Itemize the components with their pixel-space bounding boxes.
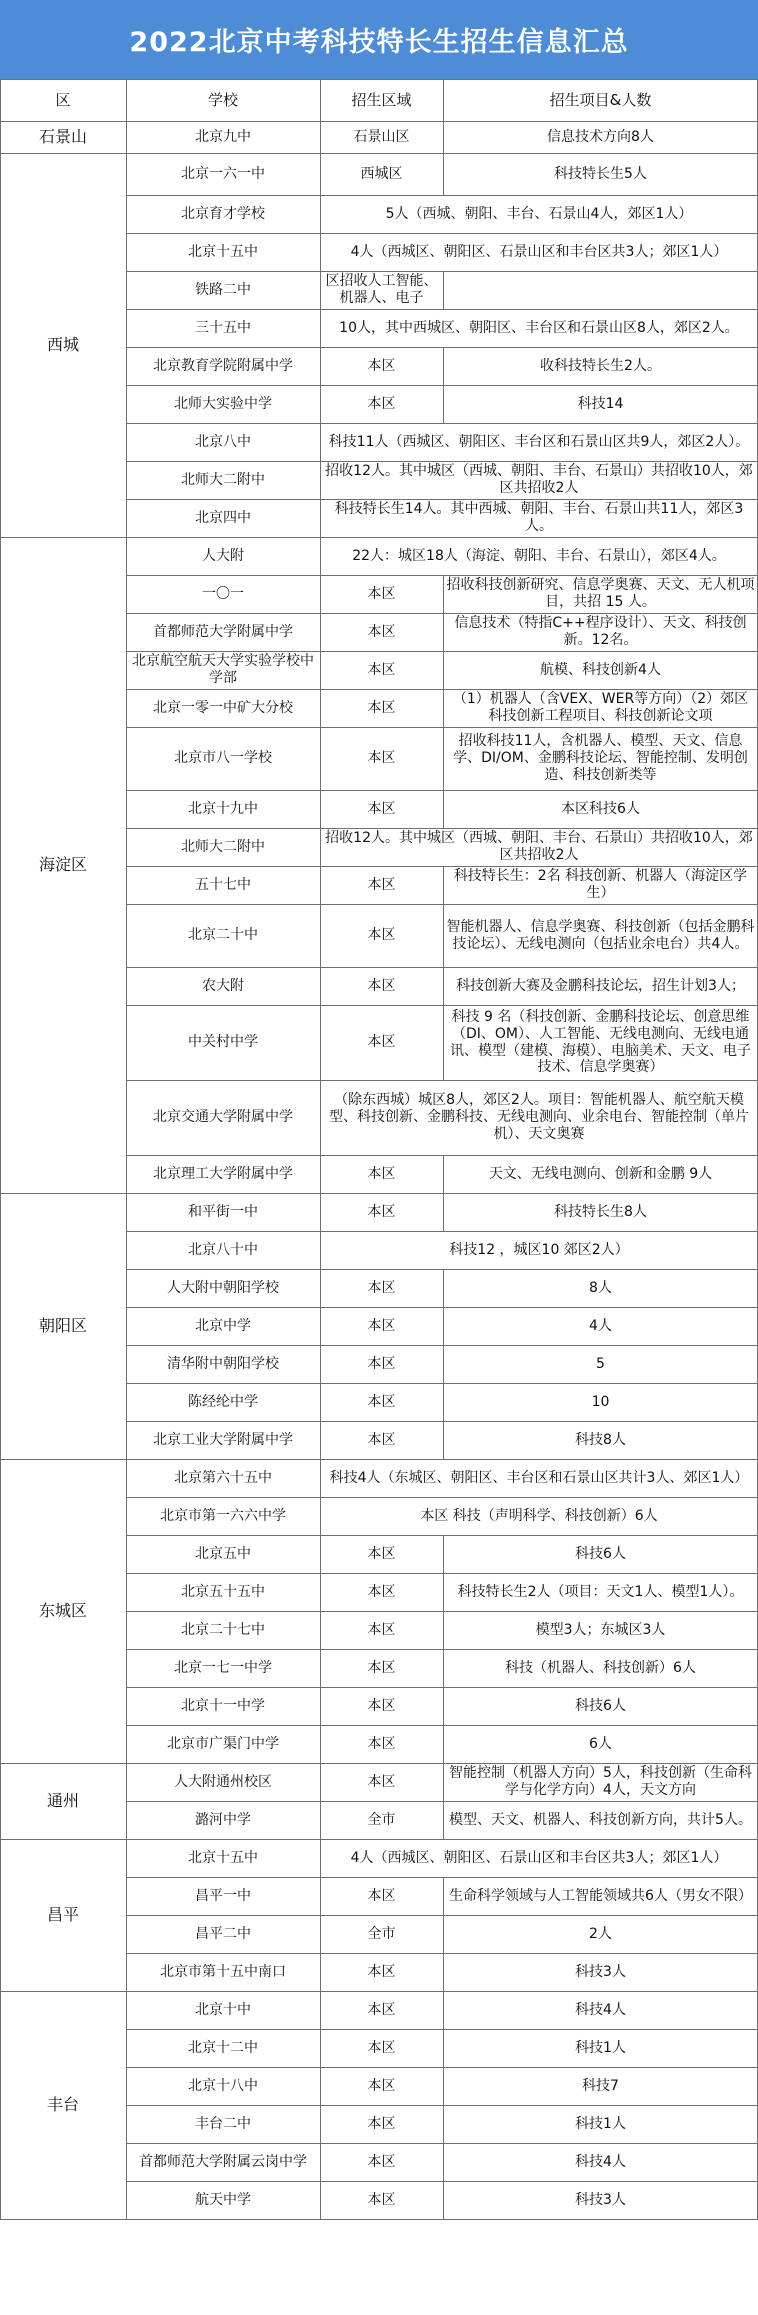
header-area: 招生区域 [351,91,412,109]
admission-area: 本区 [367,395,396,412]
admission-area: 本区 [367,1431,396,1448]
grid-line [126,537,127,1193]
admission-area: 本区 [367,2115,396,2132]
school-name: 北京五中 [195,1545,251,1562]
admission-project: 科技6人 [575,1545,626,1562]
school-name: 北京第六十五中 [174,1469,272,1486]
admission-area: 全市 [367,1811,396,1828]
school-name: 首都师范大学附属中学 [153,623,293,640]
school-name: 北京十九中 [188,800,258,817]
admission-area: 本区 [367,1203,396,1220]
district-chaoyang: 朝阳区 [38,1316,87,1336]
district-tongzhou: 通州 [46,1791,79,1811]
school-name: 北京市第一六六中学 [160,1507,286,1524]
admission-area: 本区 [367,1621,396,1638]
admission-area: 西城区 [360,165,403,182]
school-name: 北师大实验中学 [174,395,272,412]
admission-area: 本区 [367,800,396,817]
admission-area: 本区 [367,585,396,602]
district-shijingshan: 石景山 [38,127,87,147]
admission-info-merged: 科技4人（东城区、朝阳区、丰台区和石景山区共计3人、郊区1人） [329,1469,749,1486]
grid-line [320,79,321,121]
admission-area: 本区 [367,1773,396,1790]
school-name: 昌平二中 [195,1925,251,1942]
school-name: 北京二十中 [188,927,258,944]
school-name: 北京交通大学附属中学 [153,1109,293,1126]
admission-info-merged: 本区 科技（声明科学、科技创新）6人 [420,1507,658,1524]
school-name: 北京四中 [195,509,251,526]
admission-info-merged: 4人（西城区、朝阳区、石景山区和丰台区共3人；郊区1人） [350,243,728,260]
admission-info-merged: 科技12 ，城区10 郊区2人） [449,1241,629,1258]
school-name: 农大附 [202,977,244,994]
admission-project: 科技特长生8人 [554,1203,647,1220]
admission-area: 本区 [367,1355,396,1372]
header-project: 招生项目&人数 [549,91,652,109]
admission-area: 本区 [367,1393,396,1410]
grid-line [126,121,127,153]
admission-project: 5 [596,1355,605,1372]
school-name: 三十五中 [195,319,251,336]
district-fengtai: 丰台 [46,2095,79,2115]
admission-info-merged: 科技特长生14人。其中西城、朝阳、丰台、石景山共11人，郊区3人。 [334,501,744,534]
admission-info-merged: 5人（西城、朝阳、丰台、石景山4人，郊区1人） [385,205,693,222]
admission-project: 8人 [589,1279,612,1296]
school-name: 北京一六一中 [181,165,265,182]
admission-project: 科技（机器人、科技创新）6人 [505,1659,696,1676]
admission-info-merged: 科技11人（西城区、朝阳区、丰台区和石景山区共9人，郊区2人）。 [328,433,750,450]
school-name: 航天中学 [195,2191,251,2208]
grid-line [126,79,127,121]
admission-project: 科技 9 名（科技创新、金鹏科技论坛、创意思维（DI、OM）、人工智能、无线电测向、无线电通讯、模型（建模、海模）、电脑美术、天文、电子技术、信息学奥赛） [450,1008,751,1076]
admission-project: 科技特长生：2名 科技创新、机器人（海淀区学生） [453,868,748,901]
grid-line [126,1459,127,1763]
admission-project: 科技3人 [575,2191,626,2208]
admission-project: 招收科技创新研究、信息学奥赛、天文、无人机项目，共招 15 人。 [446,577,755,610]
school-name: 北京一七一中学 [174,1659,272,1676]
admission-project: 科技4人 [575,2001,626,2018]
admission-project [443,271,758,309]
admission-area: 本区 [367,2039,396,2056]
admission-project: 生命科学领域与人工智能领域共6人（男女不限） [449,1887,752,1904]
admission-project: 信息技术（特指C++程序设计）、天文、科技创新。12名。 [454,615,747,648]
grid-line [126,1991,127,2219]
grid-line [443,79,444,121]
admission-info-merged: 4人（西城区、朝阳区、石景山区和丰台区共3人；郊区1人） [350,1849,728,1866]
admission-area: 本区 [367,750,396,767]
admission-area: 本区 [367,2191,396,2208]
admission-info-merged: 22人：城区18人（海淀、朝阳、丰台、石景山），郊区4人。 [352,547,726,564]
school-name: 北京工业大学附属中学 [153,1431,293,1448]
admission-area: 本区 [367,1317,396,1334]
school-name: 人大附通州校区 [174,1773,272,1790]
admission-project: 招收科技11人，含机器人、模型、天文、信息学、DI/OM、金鹏科技论坛、智能控制、发明创造、科技创新类等 [453,733,748,783]
school-name: 北京十二中 [188,2039,258,2056]
school-name: 北京五十五中 [181,1583,265,1600]
school-name: 北京市广渠门中学 [167,1735,279,1752]
school-name: 北师大二附中 [181,471,265,488]
header-district: 区 [55,91,71,109]
school-name: 北京一零一中矿大分校 [153,699,293,716]
school-name: 北京航空航天大学实验学校中学部 [132,653,314,686]
school-name: 铁路二中 [195,281,251,298]
admission-project: 科技特长生5人 [554,165,647,182]
admission-project: 科技8人 [575,1431,626,1448]
school-name: 潞河中学 [195,1811,251,1828]
admission-info-merged: 招收12人。其中城区（西城、朝阳、丰台、石景山）共招收10人，郊区共招收2人 [325,830,753,863]
admission-area: 区招收人工智能、机器人、电子 [325,273,438,306]
school-name: 北京八十中 [188,1241,258,1258]
school-name: 北京教育学院附属中学 [153,357,293,374]
school-name: 北京育才学校 [181,205,265,222]
school-name: 丰台二中 [195,2115,251,2132]
district-xicheng: 西城 [46,335,79,355]
admission-project: 2人 [589,1925,612,1942]
school-name: 中关村中学 [188,1034,258,1051]
school-name: 北京理工大学附属中学 [153,1165,293,1182]
school-name: 和平街一中 [188,1203,258,1220]
admission-area: 本区 [367,2077,396,2094]
admission-area: 本区 [367,977,396,994]
admission-area: 本区 [367,1165,396,1182]
district-changping: 昌平 [46,1905,79,1925]
grid-line [0,79,1,2219]
school-name: 北师大二附中 [181,838,265,855]
admission-project: 科技7 [582,2077,619,2094]
admission-info-merged: 招收12人。其中城区（西城、朝阳、丰台、石景山）共招收10人，郊区共招收2人 [325,463,753,496]
admission-area: 石景山区 [353,128,410,145]
admissions-table [0,79,758,2315]
admission-area: 本区 [367,1735,396,1752]
admission-area: 本区 [367,1887,396,1904]
admission-area: 本区 [367,1545,396,1562]
admission-project: 模型3人；东城区3人 [535,1621,666,1638]
admission-project: 6人 [589,1735,612,1752]
school-name: 首都师范大学附属云岗中学 [139,2153,307,2170]
school-name: 昌平一中 [195,1887,251,1904]
admission-project: （1）机器人（含VEX、WER等方向）（2）郊区科技创新工程项目、科技创新论文项 [452,691,749,724]
grid-line [0,2219,758,2220]
admission-project: 科技3人 [575,1963,626,1980]
admission-project: 科技1人 [575,2115,626,2132]
admission-project: 科技4人 [575,2153,626,2170]
school-name: 陈经纶中学 [188,1393,258,1410]
school-name: 北京中学 [195,1317,251,1334]
school-name: 北京市第十五中南口 [160,1963,286,1980]
admission-project: 信息技术方向8人 [547,128,654,145]
admission-project: 模型、天文、机器人、科技创新方向，共计5人。 [449,1811,752,1828]
district-haidian: 海淀区 [38,855,87,875]
admission-project: 本区科技6人 [561,800,640,817]
admission-area: 本区 [367,699,396,716]
admission-project: 科技特长生2人（项目：天文1人、模型1人）。 [457,1583,744,1600]
school-name: 北京市八一学校 [174,750,272,767]
admission-project: 科技创新大赛及金鹏科技论坛，招生计划3人； [456,977,745,994]
admission-area: 本区 [367,1583,396,1600]
admission-area: 本区 [367,1279,396,1296]
school-name: 北京八中 [195,433,251,450]
school-name: 五十七中 [195,876,251,893]
admission-area: 本区 [367,1034,396,1051]
grid-line [126,1763,127,1839]
school-name: 北京十五中 [188,243,258,260]
district-dongcheng: 东城区 [38,1601,87,1621]
school-name: 北京十一中学 [181,1697,265,1714]
admission-project: 收科技特长生2人。 [540,357,661,374]
school-name: 人大附 [202,547,244,564]
school-name: 清华附中朝阳学校 [167,1355,279,1372]
admission-area: 本区 [367,2001,396,2018]
admission-area: 本区 [367,927,396,944]
school-name: 北京二十七中 [181,1621,265,1638]
school-name: 北京十五中 [188,1849,258,1866]
grid-line [126,153,127,537]
admission-area: 本区 [367,661,396,678]
admission-project: 智能机器人、信息学奥赛、科技创新（包括金鹏科技论坛）、无线电测向（包括业余电台）共4人。 [446,918,755,952]
school-name: 北京九中 [195,128,251,145]
grid-line [126,1839,127,1991]
admission-area: 本区 [367,876,396,893]
admission-project: 10 [591,1393,610,1410]
admission-area: 本区 [367,623,396,640]
admission-area: 本区 [367,357,396,374]
admission-area: 本区 [367,1963,396,1980]
admission-project: 科技14 [577,395,624,412]
school-name: 北京十八中 [188,2077,258,2094]
grid-line [0,79,758,80]
admission-area: 本区 [367,2153,396,2170]
header-school: 学校 [207,91,238,109]
admission-project: 科技1人 [575,2039,626,2056]
grid-line [126,1193,127,1459]
admission-area: 本区 [367,1697,396,1714]
admission-project: 航模、科技创新4人 [540,661,661,678]
admission-project: 科技6人 [575,1697,626,1714]
school-name: 一〇一 [202,585,244,602]
admission-info-merged: 10人，其中西城区、朝阳区、丰台区和石景山区8人，郊区2人。 [339,319,739,336]
school-name: 人大附中朝阳学校 [167,1279,279,1296]
admission-project: 4人 [589,1317,612,1334]
page-title: 2022北京中考科技特长生招生信息汇总 [0,0,758,79]
admission-area: 本区 [367,1659,396,1676]
school-name: 北京十中 [195,2001,251,2018]
admission-area: 全市 [367,1925,396,1942]
admission-info-merged: （除东西城）城区8人，郊区2人。项目：智能机器人、航空航天模型、科技创新、金鹏科技、无线电测向、业余电台、智能控制（单片机）、天文奥赛 [329,1092,749,1142]
admission-project: 天文、无线电测向、创新和金鹏 9人 [488,1165,713,1182]
admission-project: 智能控制（机器人方向）5人，科技创新（生命科学与化学方向）4人，天文方向 [449,1765,752,1798]
